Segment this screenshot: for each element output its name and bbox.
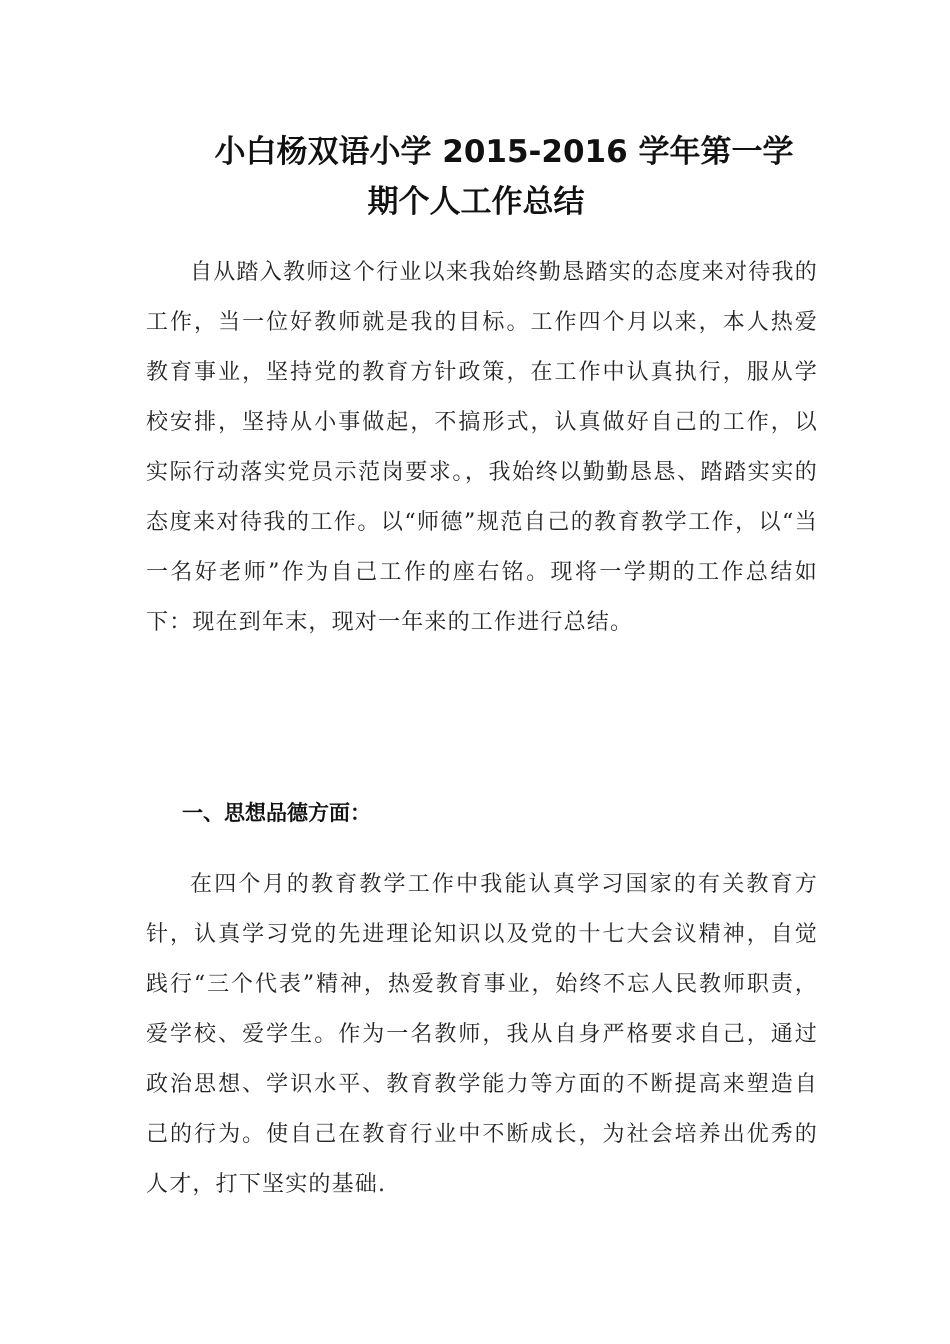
document-title-line1: 小白杨双语小学 2015-2016 学年第一学 bbox=[214, 134, 794, 170]
intro-paragraph: 自从踏入教师这个行业以来我始终勤恳踏实的态度来对待我的工作，当一位好教师就是我的目标。工作四个月以来，本人热爱教育事业，坚持党的教育方针政策，在工作中认真执行，服从学校安排，坚持从小事做起，不搞形式，认真做好自己的工作，以实际行动落实党员示范岗要求。，我始终以勤勤恳恳、踏踏实实的态度来对待我的工作。以“师德”规范自己的教育教学工作，以“当一名好老师”作为自己工作的座右铭。现将一学期的工作总结如下：现在到年末，现对一年来的工作进行总结。 bbox=[146, 260, 818, 635]
section-heading-ideology: 一、思想品德方面： bbox=[182, 801, 371, 825]
document-title-line2: 期个人工作总结 bbox=[367, 184, 585, 220]
section-ideology-paragraph: 在四个月的教育教学工作中我能认真学习国家的有关教育方针，认真学习党的先进理论知识以及党的十七大会议精神，自觉践行“三个代表”精神，热爱教育事业，始终不忘人民教师职责，爱学校、爱学生。作为一名教师，我从自身严格要求自己，通过政治思想、学识水平、教育教学能力等方面的不断提高来塑造自己的行为。使自己在教育行业中不断成长，为社会培养出优秀的人才，打下坚实的基础. bbox=[146, 872, 818, 1197]
